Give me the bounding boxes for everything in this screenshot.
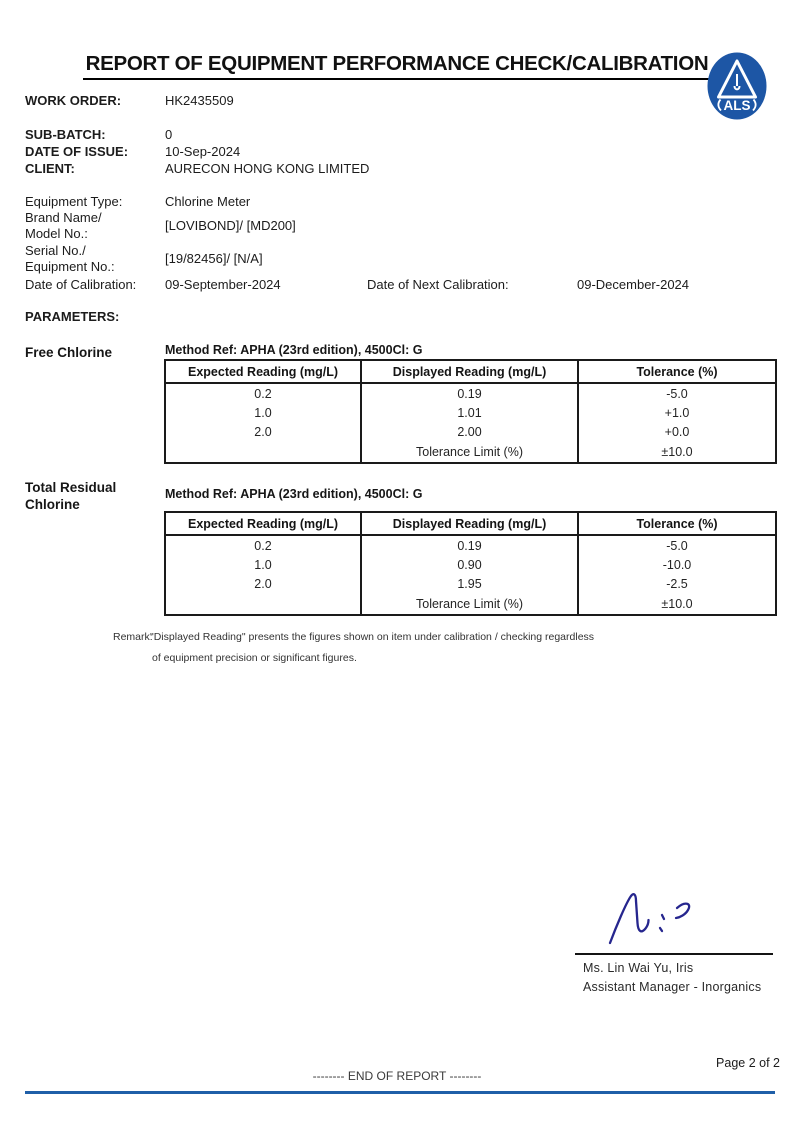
section-free-chlorine-name: Free Chlorine — [25, 345, 113, 360]
remark-line1: "Displayed Reading" presents the figures shown on item under calibration / checking regardless — [150, 631, 595, 643]
table-header-row — [165, 360, 776, 383]
end-of-report: -------- END OF REPORT -------- — [312, 1069, 482, 1083]
tolerance-limit-row — [165, 441, 776, 463]
cell-expected: 0.2 — [165, 535, 361, 555]
table-row — [165, 535, 776, 555]
col-header-expected-reading: Expected Reading (mg/L) — [165, 512, 361, 535]
work-order-label: WORK ORDER: — [25, 93, 122, 108]
work-order-value: HK2435509 — [165, 93, 234, 108]
free-chlorine-table — [164, 359, 776, 464]
parameters-heading: PARAMETERS: — [25, 309, 120, 324]
date-of-next-calibration-value: 09-December-2024 — [577, 277, 690, 292]
client-label: CLIENT: — [25, 161, 75, 176]
cell-displayed: 1.01 — [361, 403, 578, 422]
cell-tolerance: -5.0 — [578, 535, 776, 555]
table-row — [165, 383, 776, 403]
remark-label: Remark: — [113, 631, 153, 643]
signature-icon — [600, 887, 730, 949]
col-header-tolerance: Tolerance (%) — [578, 512, 776, 535]
tolerance-limit-row — [165, 593, 776, 615]
date-of-issue-label: DATE OF ISSUE: — [25, 144, 129, 159]
tolerance-limit-value: ±10.0 — [578, 441, 776, 463]
sub-batch-label: SUB-BATCH: — [25, 127, 106, 142]
title-row — [0, 52, 794, 80]
serial-equipment-value: [19/82456]/ [N/A] — [165, 251, 263, 266]
equipment-type-value: Chlorine Meter — [165, 194, 251, 209]
cell-displayed: 1.95 — [361, 574, 578, 593]
client-value: AURECON HONG KONG LIMITED — [165, 161, 370, 176]
als-logo — [707, 52, 767, 120]
equipment-no-label-line2: Equipment No.: — [25, 259, 115, 274]
cell-expected: 2.0 — [165, 574, 361, 593]
cell-tolerance: -5.0 — [578, 383, 776, 403]
equipment-type-label: Equipment Type: — [25, 194, 123, 209]
signatory-title: Assistant Manager - Inorganics — [583, 980, 762, 994]
cell-expected: 0.2 — [165, 383, 361, 403]
page-number: Page 2 of 2 — [716, 1056, 780, 1070]
tolerance-limit-label: Tolerance Limit (%) — [361, 441, 578, 463]
cell-displayed: 2.00 — [361, 422, 578, 441]
model-no-label-line2: Model No.: — [25, 226, 88, 241]
date-of-calibration-value: 09-September-2024 — [165, 277, 281, 292]
tolerance-limit-value: ±10.0 — [578, 593, 776, 615]
tolerance-limit-label: Tolerance Limit (%) — [361, 593, 578, 615]
cell-tolerance: +1.0 — [578, 403, 776, 422]
cell-expected: 2.0 — [165, 422, 361, 441]
cell-empty — [165, 441, 361, 463]
section-free-chlorine-method-ref: Method Ref: APHA (23rd edition), 4500Cl: G — [165, 343, 423, 357]
section-total-residual-chlorine-name: Total Residual Chlorine — [25, 480, 117, 512]
cell-empty — [165, 593, 361, 615]
cell-expected: 1.0 — [165, 555, 361, 574]
date-of-issue-value: 10-Sep-2024 — [165, 144, 241, 159]
section-total-residual-chlorine-method-ref: Method Ref: APHA (23rd edition), 4500Cl: G — [165, 487, 423, 501]
brand-model-value: [LOVIBOND]/ [MD200] — [165, 218, 296, 233]
table-row — [165, 574, 776, 593]
cell-displayed: 0.90 — [361, 555, 578, 574]
signatory-name: Ms. Lin Wai Yu, Iris — [583, 961, 694, 975]
cell-displayed: 0.19 — [361, 383, 578, 403]
table-row — [165, 555, 776, 574]
col-header-displayed-reading: Displayed Reading (mg/L) — [361, 360, 578, 383]
als-logo-text: ALS — [723, 98, 751, 113]
remark-line2: of equipment precision or significant figures. — [152, 652, 357, 664]
total-residual-chlorine-table — [164, 511, 776, 616]
footer-rule — [25, 1091, 775, 1094]
signature-line — [575, 953, 773, 955]
cell-tolerance: -10.0 — [578, 555, 776, 574]
col-header-tolerance: Tolerance (%) — [578, 360, 776, 383]
table-row — [165, 403, 776, 422]
cell-expected: 1.0 — [165, 403, 361, 422]
date-of-calibration-label: Date of Calibration: — [25, 277, 137, 292]
col-header-expected-reading: Expected Reading (mg/L) — [165, 360, 361, 383]
table-row — [165, 422, 776, 441]
brand-name-label-line1: Brand Name/ — [25, 210, 102, 225]
cell-displayed: 0.19 — [361, 535, 578, 555]
sub-batch-value: 0 — [165, 127, 173, 142]
serial-no-label-line1: Serial No./ — [25, 243, 86, 258]
date-of-next-calibration-label: Date of Next Calibration: — [367, 277, 509, 292]
page-title: REPORT OF EQUIPMENT PERFORMANCE CHECK/CALIBRATION — [83, 52, 712, 80]
col-header-displayed-reading: Displayed Reading (mg/L) — [361, 512, 578, 535]
table-header-row — [165, 512, 776, 535]
cell-tolerance: +0.0 — [578, 422, 776, 441]
cell-tolerance: -2.5 — [578, 574, 776, 593]
